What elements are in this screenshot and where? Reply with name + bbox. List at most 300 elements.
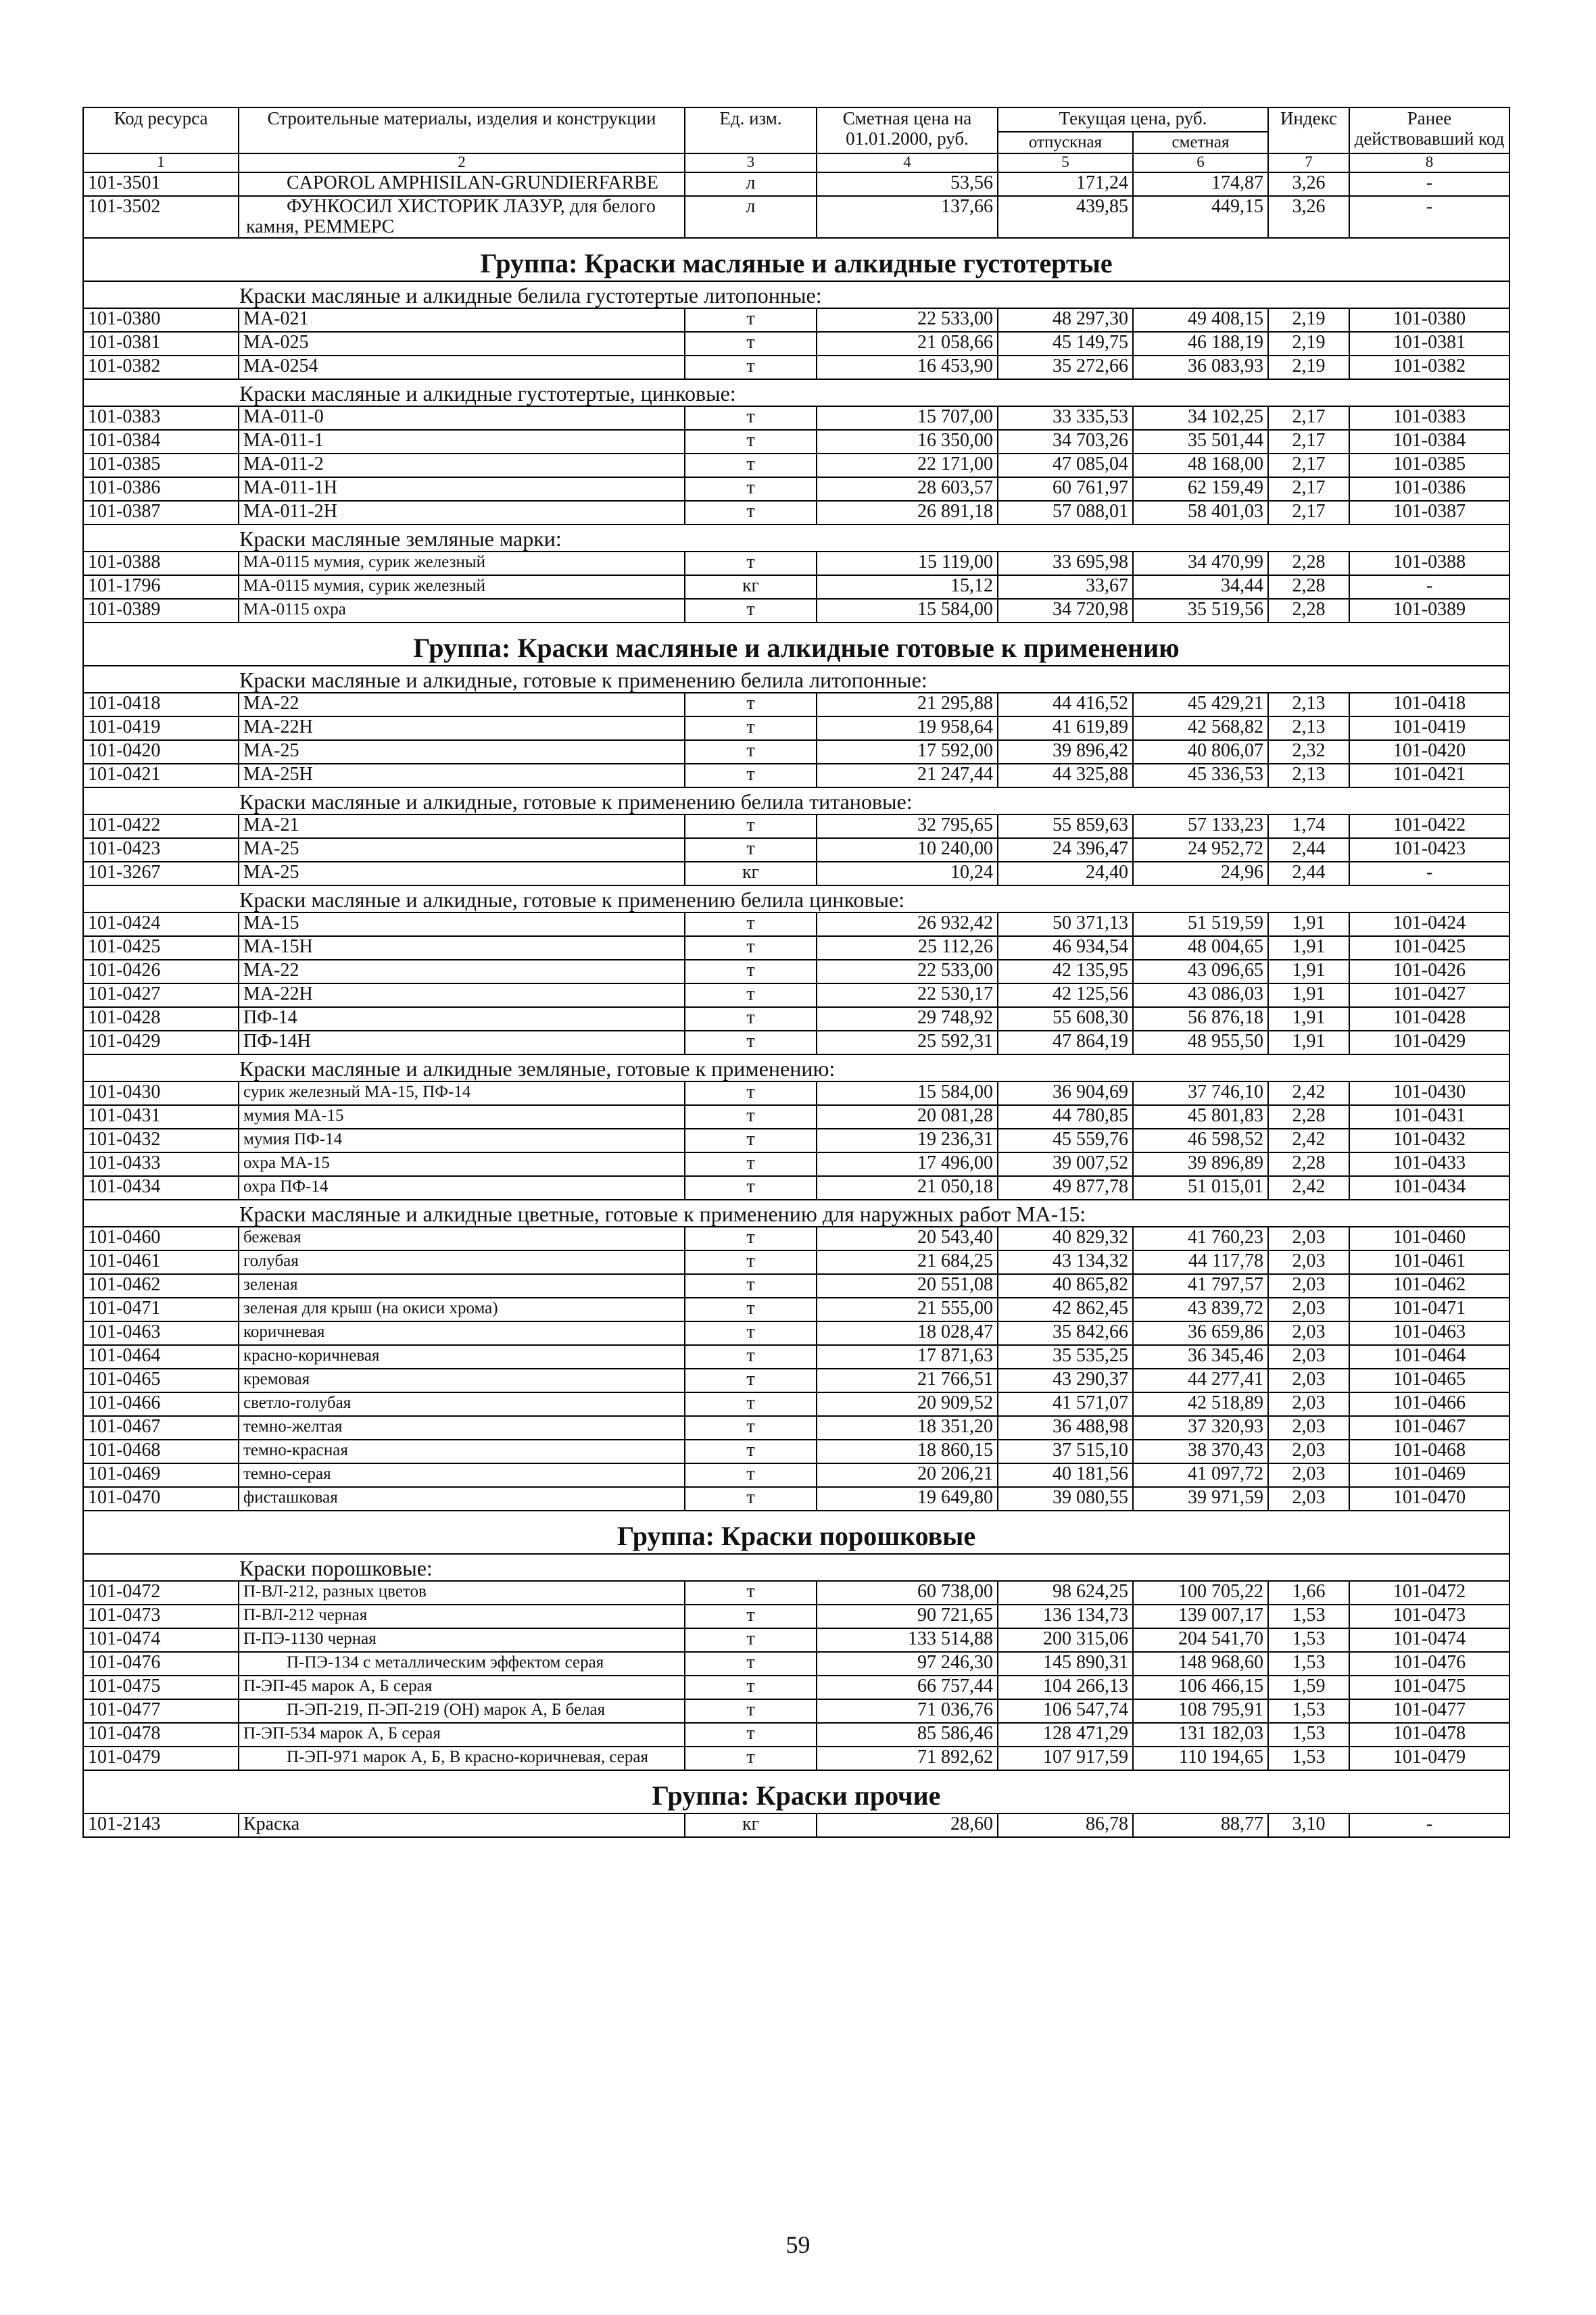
- resource-code: 101-0473: [83, 1605, 239, 1628]
- item-name: МА-0115 мумия, сурик железный: [239, 575, 685, 599]
- price-index: 1,74: [1268, 814, 1349, 838]
- unit: л: [685, 172, 817, 196]
- table-row: [83, 1416, 1509, 1440]
- release-price: 24 396,47: [998, 838, 1133, 862]
- resource-code: 101-0468: [83, 1440, 239, 1463]
- unit: т: [685, 1298, 817, 1321]
- release-price: 41 571,07: [998, 1392, 1133, 1416]
- estimate-price: 43 096,65: [1133, 960, 1268, 983]
- release-price: 34 720,98: [998, 599, 1133, 623]
- previous-code: 101-0467: [1349, 1416, 1509, 1440]
- unit: т: [685, 501, 817, 525]
- subgroup-heading: [83, 1554, 1509, 1581]
- release-price: 171,24: [998, 172, 1133, 196]
- estimate-price: 41 797,57: [1133, 1274, 1268, 1298]
- base-price: 22 533,00: [817, 308, 998, 332]
- price-index: 2,17: [1268, 501, 1349, 525]
- base-price: 20 551,08: [817, 1274, 998, 1298]
- base-price: 20 206,21: [817, 1463, 998, 1487]
- subgroup-title: Краски масляные земляные марки:: [83, 525, 1509, 552]
- price-index: 2,42: [1268, 1129, 1349, 1152]
- price-index: 1,91: [1268, 983, 1349, 1007]
- estimate-price: 131 182,03: [1133, 1723, 1268, 1747]
- base-price: 22 171,00: [817, 454, 998, 477]
- item-name-text: П-ЭП-971 марок А, Б, В красно-коричневая, серая: [287, 1748, 648, 1766]
- previous-code: 101-0472: [1349, 1581, 1509, 1605]
- header-num-8: 8: [1349, 153, 1509, 172]
- unit: т: [685, 454, 817, 477]
- resource-code: 101-0420: [83, 740, 239, 764]
- release-price: 200 315,06: [998, 1628, 1133, 1652]
- item-name: МА-22Н: [239, 716, 685, 740]
- price-index: 1,91: [1268, 936, 1349, 960]
- table-row: [83, 172, 1509, 196]
- base-price: 18 860,15: [817, 1440, 998, 1463]
- release-price: 128 471,29: [998, 1723, 1133, 1747]
- item-name: МА-011-2Н: [239, 501, 685, 525]
- unit: т: [685, 356, 817, 379]
- price-index: 2,13: [1268, 716, 1349, 740]
- unit: т: [685, 406, 817, 430]
- previous-code: 101-0474: [1349, 1628, 1509, 1652]
- resource-code: 101-0424: [83, 912, 239, 936]
- previous-code: 101-0468: [1349, 1440, 1509, 1463]
- price-index: 1,59: [1268, 1676, 1349, 1699]
- previous-code: 101-0430: [1349, 1081, 1509, 1105]
- base-price: 21 766,51: [817, 1369, 998, 1392]
- previous-code: 101-0418: [1349, 693, 1509, 716]
- item-name: [239, 1747, 685, 1770]
- group-heading: [83, 1511, 1509, 1554]
- group-title: Группа: Краски масляные и алкидные густотертые: [83, 238, 1509, 281]
- unit: т: [685, 332, 817, 356]
- resource-code: 101-0431: [83, 1105, 239, 1129]
- price-index: 2,44: [1268, 862, 1349, 885]
- estimate-price: 34,44: [1133, 575, 1268, 599]
- table-row: [83, 501, 1509, 525]
- estimate-price: 58 401,03: [1133, 501, 1268, 525]
- header-num-1: 1: [83, 153, 239, 172]
- item-name: бежевая: [239, 1227, 685, 1250]
- item-name: МА-25Н: [239, 764, 685, 787]
- unit: т: [685, 1581, 817, 1605]
- release-price: 44 325,88: [998, 764, 1133, 787]
- unit: т: [685, 1392, 817, 1416]
- item-name: МА-011-1Н: [239, 477, 685, 501]
- previous-code: 101-0473: [1349, 1605, 1509, 1628]
- item-name: МА-0115 мумия, сурик железный: [239, 552, 685, 575]
- estimate-price: 48 168,00: [1133, 454, 1268, 477]
- resource-code: 101-0381: [83, 332, 239, 356]
- base-price: 15,12: [817, 575, 998, 599]
- item-name: МА-22Н: [239, 983, 685, 1007]
- table-row: [83, 1605, 1509, 1628]
- previous-code: 101-0386: [1349, 477, 1509, 501]
- base-price: 19 236,31: [817, 1129, 998, 1152]
- release-price: 136 134,73: [998, 1605, 1133, 1628]
- price-index: 1,91: [1268, 1007, 1349, 1031]
- resource-code: 101-0477: [83, 1699, 239, 1723]
- unit: т: [685, 599, 817, 623]
- release-price: 57 088,01: [998, 501, 1133, 525]
- item-name-text: CAPOROL AMPHISILAN-GRUNDIERFARBE: [287, 172, 658, 193]
- base-price: 66 757,44: [817, 1676, 998, 1699]
- unit: кг: [685, 575, 817, 599]
- previous-code: 101-0432: [1349, 1129, 1509, 1152]
- base-price: 16 350,00: [817, 430, 998, 454]
- subgroup-heading: [83, 281, 1509, 308]
- release-price: 39 896,42: [998, 740, 1133, 764]
- unit: т: [685, 1605, 817, 1628]
- item-name: сурик железный МА-15, ПФ-14: [239, 1081, 685, 1105]
- previous-code: 101-0424: [1349, 912, 1509, 936]
- table-row: [83, 356, 1509, 379]
- previous-code: 101-0421: [1349, 764, 1509, 787]
- release-price: 35 842,66: [998, 1321, 1133, 1345]
- previous-code: 101-0465: [1349, 1369, 1509, 1392]
- release-price: 46 934,54: [998, 936, 1133, 960]
- unit: т: [685, 1699, 817, 1723]
- release-price: 40 181,56: [998, 1463, 1133, 1487]
- base-price: 15 584,00: [817, 1081, 998, 1105]
- resource-code: 101-0432: [83, 1129, 239, 1152]
- item-name: МА-15Н: [239, 936, 685, 960]
- table-header: [83, 107, 1509, 172]
- item-name: охра МА-15: [239, 1152, 685, 1176]
- unit: т: [685, 1152, 817, 1176]
- price-index: 2,03: [1268, 1321, 1349, 1345]
- table-row: [83, 1440, 1509, 1463]
- group-title: Группа: Краски прочие: [83, 1770, 1509, 1813]
- header-num-7: 7: [1268, 153, 1349, 172]
- resource-code: 101-0385: [83, 454, 239, 477]
- base-price: 32 795,65: [817, 814, 998, 838]
- table-row: [83, 814, 1509, 838]
- base-price: 97 246,30: [817, 1652, 998, 1676]
- resource-code: 101-0478: [83, 1723, 239, 1747]
- release-price: 35 535,25: [998, 1345, 1133, 1369]
- base-price: 29 748,92: [817, 1007, 998, 1031]
- estimate-price: 57 133,23: [1133, 814, 1268, 838]
- previous-code: 101-0471: [1349, 1298, 1509, 1321]
- subgroup-title: Краски масляные и алкидные, готовые к применению белила титановые:: [83, 787, 1509, 814]
- price-index: 3,26: [1268, 172, 1349, 196]
- price-index: 1,53: [1268, 1652, 1349, 1676]
- previous-code: 101-0478: [1349, 1723, 1509, 1747]
- base-price: 17 592,00: [817, 740, 998, 764]
- item-name: МА-011-0: [239, 406, 685, 430]
- release-price: 49 877,78: [998, 1176, 1133, 1200]
- subgroup-title: Краски масляные и алкидные, готовые к применению белила цинковые:: [83, 885, 1509, 912]
- resource-code: 101-0388: [83, 552, 239, 575]
- header-resource-code: Код ресурса: [83, 107, 239, 153]
- price-index: 2,03: [1268, 1274, 1349, 1298]
- item-name: [239, 1652, 685, 1676]
- estimate-price: 41 097,72: [1133, 1463, 1268, 1487]
- price-index: 1,53: [1268, 1699, 1349, 1723]
- base-price: 25 592,31: [817, 1031, 998, 1054]
- table-row: [83, 983, 1509, 1007]
- resource-code: 101-1796: [83, 575, 239, 599]
- release-price: 44 780,85: [998, 1105, 1133, 1129]
- header-num-6: 6: [1133, 153, 1268, 172]
- table-row: [83, 1105, 1509, 1129]
- previous-code: -: [1349, 862, 1509, 885]
- estimate-price: 51 015,01: [1133, 1176, 1268, 1200]
- estimate-price: 40 806,07: [1133, 740, 1268, 764]
- previous-code: 101-0475: [1349, 1676, 1509, 1699]
- unit: т: [685, 308, 817, 332]
- unit: т: [685, 912, 817, 936]
- previous-code: -: [1349, 1813, 1509, 1837]
- price-index: 2,42: [1268, 1176, 1349, 1200]
- previous-code: 101-0384: [1349, 430, 1509, 454]
- release-price: 98 624,25: [998, 1581, 1133, 1605]
- release-price: 40 865,82: [998, 1274, 1133, 1298]
- item-name: [239, 1699, 685, 1723]
- header-num-3: 3: [685, 153, 817, 172]
- unit: т: [685, 1321, 817, 1345]
- base-price: 21 684,25: [817, 1250, 998, 1274]
- resource-code: 101-0470: [83, 1487, 239, 1511]
- price-index: 1,53: [1268, 1747, 1349, 1770]
- unit: т: [685, 1176, 817, 1200]
- price-index: 2,44: [1268, 838, 1349, 862]
- previous-code: 101-0464: [1349, 1345, 1509, 1369]
- previous-code: 101-0429: [1349, 1031, 1509, 1054]
- item-name: коричневая: [239, 1321, 685, 1345]
- subgroup-heading: [83, 525, 1509, 552]
- resource-code: 101-0425: [83, 936, 239, 960]
- estimate-price: 51 519,59: [1133, 912, 1268, 936]
- price-index: 2,28: [1268, 552, 1349, 575]
- previous-code: 101-0426: [1349, 960, 1509, 983]
- table-row: [83, 1227, 1509, 1250]
- item-name-text: ФУНКОСИЛ ХИСТОРИК ЛАЗУР, для белого камня, РЕММЕРС: [246, 196, 656, 237]
- estimate-price: 35 501,44: [1133, 430, 1268, 454]
- price-index: 1,91: [1268, 1031, 1349, 1054]
- item-name: МА-25: [239, 740, 685, 764]
- resource-code: 101-0465: [83, 1369, 239, 1392]
- base-price: 20 543,40: [817, 1227, 998, 1250]
- previous-code: -: [1349, 196, 1509, 238]
- table-row: [83, 406, 1509, 430]
- resource-code: 101-0422: [83, 814, 239, 838]
- table-row: [83, 1369, 1509, 1392]
- resource-code: 101-0433: [83, 1152, 239, 1176]
- resource-code: 101-0384: [83, 430, 239, 454]
- unit: т: [685, 1081, 817, 1105]
- table-row: [83, 1699, 1509, 1723]
- subgroup-heading: [83, 666, 1509, 693]
- item-name: МА-0115 охра: [239, 599, 685, 623]
- item-name: зеленая для крыш (на окиси хрома): [239, 1298, 685, 1321]
- group-heading: [83, 623, 1509, 666]
- estimate-price: 46 598,52: [1133, 1129, 1268, 1152]
- previous-code: 101-0383: [1349, 406, 1509, 430]
- table-row: [83, 477, 1509, 501]
- unit: т: [685, 960, 817, 983]
- estimate-price: 39 971,59: [1133, 1487, 1268, 1511]
- price-index: 2,03: [1268, 1416, 1349, 1440]
- estimate-price: 45 801,83: [1133, 1105, 1268, 1129]
- price-index: 2,28: [1268, 575, 1349, 599]
- estimate-price: 44 277,41: [1133, 1369, 1268, 1392]
- table-row: [83, 1081, 1509, 1105]
- price-index: 3,10: [1268, 1813, 1349, 1837]
- table-row: [83, 693, 1509, 716]
- subgroup-title: Краски масляные и алкидные густотертые, цинковые:: [83, 379, 1509, 406]
- unit: т: [685, 716, 817, 740]
- base-price: 21 295,88: [817, 693, 998, 716]
- header-num-5: 5: [998, 153, 1133, 172]
- unit: т: [685, 1463, 817, 1487]
- item-name: зеленая: [239, 1274, 685, 1298]
- group-title: Группа: Краски порошковые: [83, 1511, 1509, 1554]
- base-price: 85 586,46: [817, 1723, 998, 1747]
- price-index: 2,03: [1268, 1440, 1349, 1463]
- release-price: 104 266,13: [998, 1676, 1133, 1699]
- unit: т: [685, 740, 817, 764]
- price-index: 1,91: [1268, 960, 1349, 983]
- release-price: 43 134,32: [998, 1250, 1133, 1274]
- table-row: [83, 1274, 1509, 1298]
- table-row: [83, 1747, 1509, 1770]
- previous-code: 101-0381: [1349, 332, 1509, 356]
- table-row: [83, 1298, 1509, 1321]
- item-name: МА-15: [239, 912, 685, 936]
- table-row: [83, 1129, 1509, 1152]
- previous-code: 101-0470: [1349, 1487, 1509, 1511]
- base-price: 71 892,62: [817, 1747, 998, 1770]
- price-index: 2,03: [1268, 1298, 1349, 1321]
- base-price: 15 584,00: [817, 599, 998, 623]
- unit: т: [685, 1416, 817, 1440]
- item-name: мумия ПФ-14: [239, 1129, 685, 1152]
- table-row: [83, 764, 1509, 787]
- resource-code: 101-0426: [83, 960, 239, 983]
- release-price: 439,85: [998, 196, 1133, 238]
- unit: л: [685, 196, 817, 238]
- price-index: 2,42: [1268, 1081, 1349, 1105]
- estimate-price: 100 705,22: [1133, 1581, 1268, 1605]
- resource-code: 101-0434: [83, 1176, 239, 1200]
- table-row: [83, 1345, 1509, 1369]
- estimate-price: 34 102,25: [1133, 406, 1268, 430]
- resource-code: 101-0464: [83, 1345, 239, 1369]
- subgroup-heading: [83, 379, 1509, 406]
- table-row: [83, 1031, 1509, 1054]
- table-row: [83, 960, 1509, 983]
- base-price: 26 932,42: [817, 912, 998, 936]
- base-price: 20 081,28: [817, 1105, 998, 1129]
- item-name: П-ПЭ-1130 черная: [239, 1628, 685, 1652]
- previous-code: 101-0463: [1349, 1321, 1509, 1345]
- item-name: ПФ-14Н: [239, 1031, 685, 1054]
- base-price: 53,56: [817, 172, 998, 196]
- unit: т: [685, 1628, 817, 1652]
- base-price: 15 119,00: [817, 552, 998, 575]
- resource-code: 101-0474: [83, 1628, 239, 1652]
- base-price: 20 909,52: [817, 1392, 998, 1416]
- table-row: [83, 740, 1509, 764]
- header-num-4: 4: [817, 153, 998, 172]
- unit: т: [685, 1723, 817, 1747]
- unit: т: [685, 693, 817, 716]
- base-price: 133 514,88: [817, 1628, 998, 1652]
- base-price: 21 058,66: [817, 332, 998, 356]
- price-index: 2,03: [1268, 1369, 1349, 1392]
- group-heading: [83, 238, 1509, 281]
- price-index: 2,03: [1268, 1392, 1349, 1416]
- table-row: [83, 430, 1509, 454]
- unit: т: [685, 1345, 817, 1369]
- resource-code: 101-0383: [83, 406, 239, 430]
- table-row: [83, 936, 1509, 960]
- price-index: 1,53: [1268, 1605, 1349, 1628]
- estimate-price: 36 083,93: [1133, 356, 1268, 379]
- release-price: 40 829,32: [998, 1227, 1133, 1250]
- release-price: 24,40: [998, 862, 1133, 885]
- unit: т: [685, 936, 817, 960]
- estimate-price: 88,77: [1133, 1813, 1268, 1837]
- table-row: [83, 862, 1509, 885]
- table-row: [83, 599, 1509, 623]
- base-price: 18 028,47: [817, 1321, 998, 1345]
- table-row: [83, 1628, 1509, 1652]
- estimate-price: 449,15: [1133, 196, 1268, 238]
- resource-code: 101-0475: [83, 1676, 239, 1699]
- table-row: [83, 1152, 1509, 1176]
- item-name: МА-22: [239, 693, 685, 716]
- base-price: 60 738,00: [817, 1581, 998, 1605]
- price-index: 2,17: [1268, 454, 1349, 477]
- item-name: МА-22: [239, 960, 685, 983]
- item-name-text: П-ЭП-219, П-ЭП-219 (ОН) марок А, Б белая: [287, 1701, 606, 1719]
- base-price: 18 351,20: [817, 1416, 998, 1440]
- estimate-price: 44 117,78: [1133, 1250, 1268, 1274]
- previous-code: 101-0427: [1349, 983, 1509, 1007]
- resource-code: 101-0461: [83, 1250, 239, 1274]
- base-price: 17 871,63: [817, 1345, 998, 1369]
- item-name-text: П-ПЭ-134 с металлическим эффектом серая: [287, 1653, 604, 1672]
- base-price: 17 496,00: [817, 1152, 998, 1176]
- group-heading: [83, 1770, 1509, 1813]
- resource-code: 101-0382: [83, 356, 239, 379]
- price-index: 2,28: [1268, 1152, 1349, 1176]
- estimate-price: 106 466,15: [1133, 1676, 1268, 1699]
- estimate-price: 43 086,03: [1133, 983, 1268, 1007]
- resource-code: 101-0460: [83, 1227, 239, 1250]
- estimate-price: 42 518,89: [1133, 1392, 1268, 1416]
- release-price: 36 904,69: [998, 1081, 1133, 1105]
- item-name: темно-серая: [239, 1463, 685, 1487]
- header-estimate-price: сметная: [1133, 132, 1268, 153]
- release-price: 145 890,31: [998, 1652, 1133, 1676]
- release-price: 42 135,95: [998, 960, 1133, 983]
- estimate-price: 36 659,86: [1133, 1321, 1268, 1345]
- header-base-price: Сметная цена на 01.01.2000, руб.: [817, 107, 998, 153]
- unit: т: [685, 1274, 817, 1298]
- previous-code: 101-0433: [1349, 1152, 1509, 1176]
- previous-code: 101-0419: [1349, 716, 1509, 740]
- previous-code: -: [1349, 172, 1509, 196]
- subgroup-heading: [83, 1200, 1509, 1227]
- unit: т: [685, 983, 817, 1007]
- resource-code: 101-0469: [83, 1463, 239, 1487]
- price-index: 3,26: [1268, 196, 1349, 238]
- previous-code: 101-0423: [1349, 838, 1509, 862]
